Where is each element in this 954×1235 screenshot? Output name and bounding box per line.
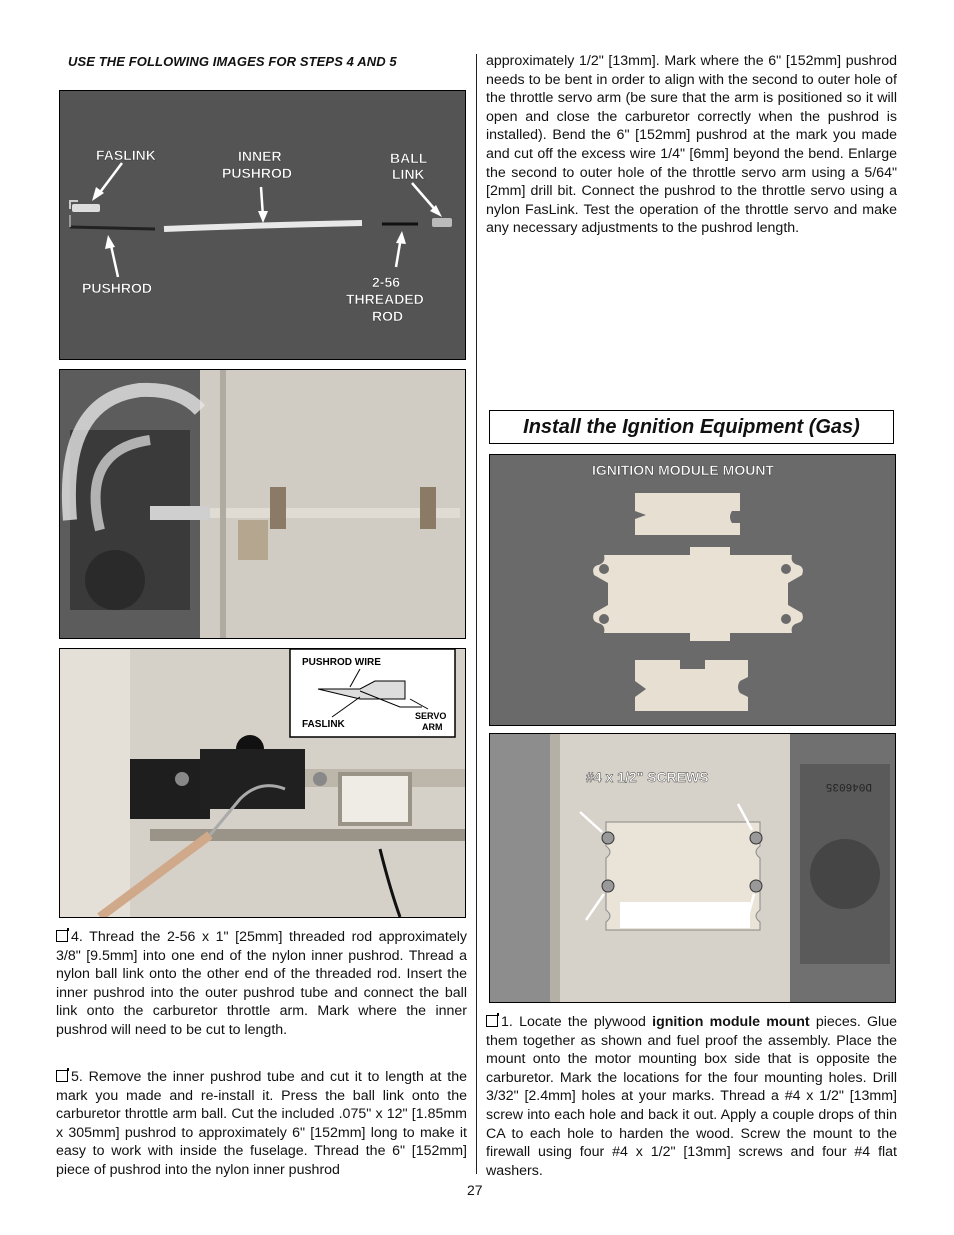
- step-4-checkbox[interactable]: [56, 930, 68, 942]
- inset-label-arm: ARM: [422, 722, 443, 732]
- inset-label-wire: PUSHROD WIRE: [302, 657, 381, 668]
- label-rod: ROD: [372, 308, 404, 324]
- step-ignition-1-text: 1. Locate the plywood ignition module mount pieces. Glue them together as shown and fuel proof the assembly. Place the mount onto the motor mounting box side that is opposite the carburetor. Mark the locations for the four mounting holes. Drill 3/32" [2.4mm] holes at your marks. Thread a #4 x 1/2" [13mm] screw into each hole and back it out. Apply a couple drops of thin CA to each hole to harden the wood. Screw the mount to the firewall using four #4 x 1/2" [13mm] screws and four #4 flat washers.: [486, 1014, 897, 1179]
- label-stamp: D046035: [825, 780, 872, 792]
- photo-mount-screws: [489, 733, 896, 1003]
- photo-servo-faslink: [59, 648, 466, 918]
- label-link: LINK: [392, 166, 425, 182]
- section-heading: USE THE FOLLOWING IMAGES FOR STEPS 4 AND 5: [68, 54, 397, 69]
- label-screws: #4 x 1/2" SCREWS: [586, 769, 709, 785]
- section-title-ignition: Install the Ignition Equipment (Gas): [489, 410, 894, 444]
- label-ignition-module-mount: IGNITION MODULE MOUNT: [592, 462, 774, 478]
- step-5-checkbox[interactable]: [56, 1070, 68, 1082]
- label-inner: INNER: [238, 148, 282, 164]
- photo-pushrod-parts: [59, 90, 466, 360]
- photo-ignition-mount: [489, 454, 896, 726]
- inset-label-faslink: FASLINK: [302, 719, 345, 730]
- inset-label-servo: SERVO: [415, 711, 447, 721]
- label-ball: BALL: [390, 150, 428, 166]
- label-faslink: FASLINK: [96, 147, 156, 163]
- label-threaded: THREADED: [346, 291, 424, 307]
- label-2-56: 2-56: [372, 274, 401, 290]
- label-inner-pushrod: PUSHROD: [222, 165, 293, 181]
- step-5-continued-text: approximately 1/2" [13mm]. Mark where the 6" [152mm] pushrod needs to be bent in order to align with the second to outer hole of the throttle servo arm (be sure that the arm is positioned so it will open and close the carburetor correctly when the pushrod is installed). Bend the 6" [152mm] pushrod at the mark you made and cut off the excess wire 1/4" [6mm] beyond the bend. Enlarge the second to outer hole of the throttle servo arm using a 5/64" [2mm] drill bit. Connect the pushrod to the throttle servo using a nylon FasLink. Test the operation of the throttle servo and make any necessary adjustments to the pushrod length.: [486, 53, 897, 237]
- photo-pushrod-installed: [59, 369, 466, 639]
- label-pushrod: PUSHROD: [82, 280, 153, 296]
- page-number: 27: [467, 1182, 483, 1198]
- step-5-text: 5. Remove the inner pushrod tube and cut it to length at the mark you made and re-install it. Press the ball link onto the carburetor throttle arm ball. Cut the included .075" x 12" [1.85mm x 305mm] pushrod to approximately 6" [152mm] long to make it easy to work with inside the fuselage. Thread the 6" [152mm] piece of pushrod into the nylon inner pushrod: [56, 1069, 467, 1178]
- column-divider: [476, 54, 477, 1174]
- ignition-module-mount-term: ignition module mount: [652, 1014, 810, 1030]
- step-4-text: 4. Thread the 2-56 x 1" [25mm] threaded rod approximately 3/8" [9.5mm] into one end of the nylon inner pushrod. Thread a nylon ball link onto the other end of the threaded rod. Insert the inner pushrod into the outer pushrod tube and connect the ball link onto the carburetor throttle arm. Mark where the inner pushrod will need to be cut to length.: [56, 929, 467, 1038]
- step-ignition-1-checkbox[interactable]: [486, 1015, 498, 1027]
